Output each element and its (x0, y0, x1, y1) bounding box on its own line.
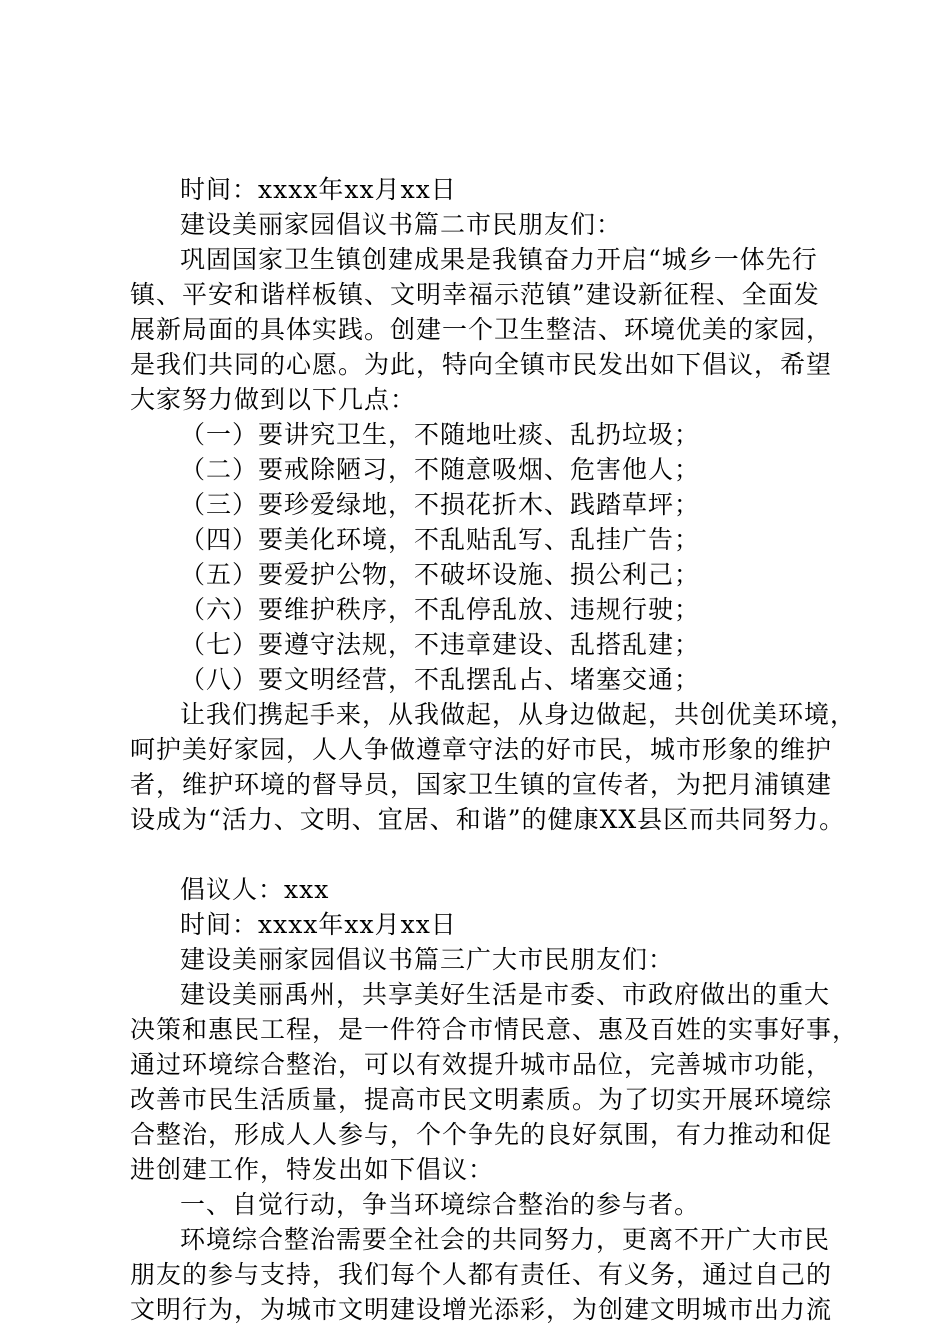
blank-line (130, 837, 840, 872)
list-item: （六）要维护秩序，不乱停乱放、违规行驶； (180, 595, 701, 624)
text-line: 让我们携起手来，从我做起，从身边做起，共创优美环境， (180, 700, 857, 729)
text-line: 倡议人：xxx (180, 875, 330, 904)
text-line: 通过环境综合整治，可以有效提升城市品位，完善城市功能， (130, 1050, 833, 1079)
text-line: 建设美丽家园倡议书篇三广大市民朋友们： (180, 945, 675, 974)
text-line: 朋友的参与支持，我们每个人都有责任、有义务，通过自己的 (130, 1260, 833, 1289)
text-line: 镇、平安和谐样板镇、文明幸福示范镇”建设新征程、全面发 (130, 280, 820, 309)
text-line: 呵护美好家园，人人争做遵章守法的好市民，城市形象的维护 (130, 735, 833, 764)
text-line: 大家努力做到以下几点： (130, 385, 417, 414)
text-line: 文明行为，为城市文明建设增光添彩，为创建文明城市出力流 (130, 1295, 833, 1324)
list-item: （四）要美化环境，不乱贴乱写、乱挂广告； (180, 525, 701, 554)
text-line: 决策和惠民工程，是一件符合市情民意、惠及百姓的实事好事， (130, 1015, 859, 1044)
text-line: 合整治，形成人人参与，个个争先的良好氛围，有力推动和促 (130, 1120, 833, 1149)
text-line: 改善市民生活质量，提高市民文明素质。为了切实开展环境综 (130, 1085, 833, 1114)
text-line: 是我们共同的心愿。为此，特向全镇市民发出如下倡议，希望 (130, 350, 833, 379)
text-line: 展新局面的具体实践。创建一个卫生整洁、环境优美的家园， (130, 315, 833, 344)
list-item: （八）要文明经营，不乱摆乱占、堵塞交通； (180, 665, 701, 694)
text-line: 巩固国家卫生镇创建成果是我镇奋力开启“城乡一体先行 (180, 245, 818, 274)
text-line: 时间：xxxx年xx月xx日 (180, 175, 457, 204)
list-item: （五）要爱护公物，不破坏设施、损公利己； (180, 560, 701, 589)
text-line: 进创建工作，特发出如下倡议： (130, 1155, 495, 1184)
list-item: （七）要遵守法规，不违章建设、乱搭乱建； (180, 630, 701, 659)
text-line: 时间：xxxx年xx月xx日 (180, 910, 457, 939)
list-item: （一）要讲究卫生，不随地吐痰、乱扔垃圾； (180, 420, 701, 449)
text-line: 建设美丽禹州，共享美好生活是市委、市政府做出的重大 (180, 980, 831, 1009)
text-line: 环境综合整治需要全社会的共同努力，更离不开广大市民 (180, 1225, 831, 1254)
text-line: 设成为“活力、文明、宜居、和谐”的健康XX县区而共同努力。 (130, 805, 846, 834)
text-line: 建设美丽家园倡议书篇二市民朋友们： (180, 210, 623, 239)
text-line: 者，维护环境的督导员，国家卫生镇的宣传者，为把月浦镇建 (130, 770, 833, 799)
document-body (130, 172, 859, 1327)
list-item: （二）要戒除陋习，不随意吸烟、危害他人； (180, 455, 701, 484)
list-item: （三）要珍爱绿地，不损花折木、践踏草坪； (180, 490, 701, 519)
text-line: 一、自觉行动，争当环境综合整治的参与者。 (180, 1190, 701, 1219)
